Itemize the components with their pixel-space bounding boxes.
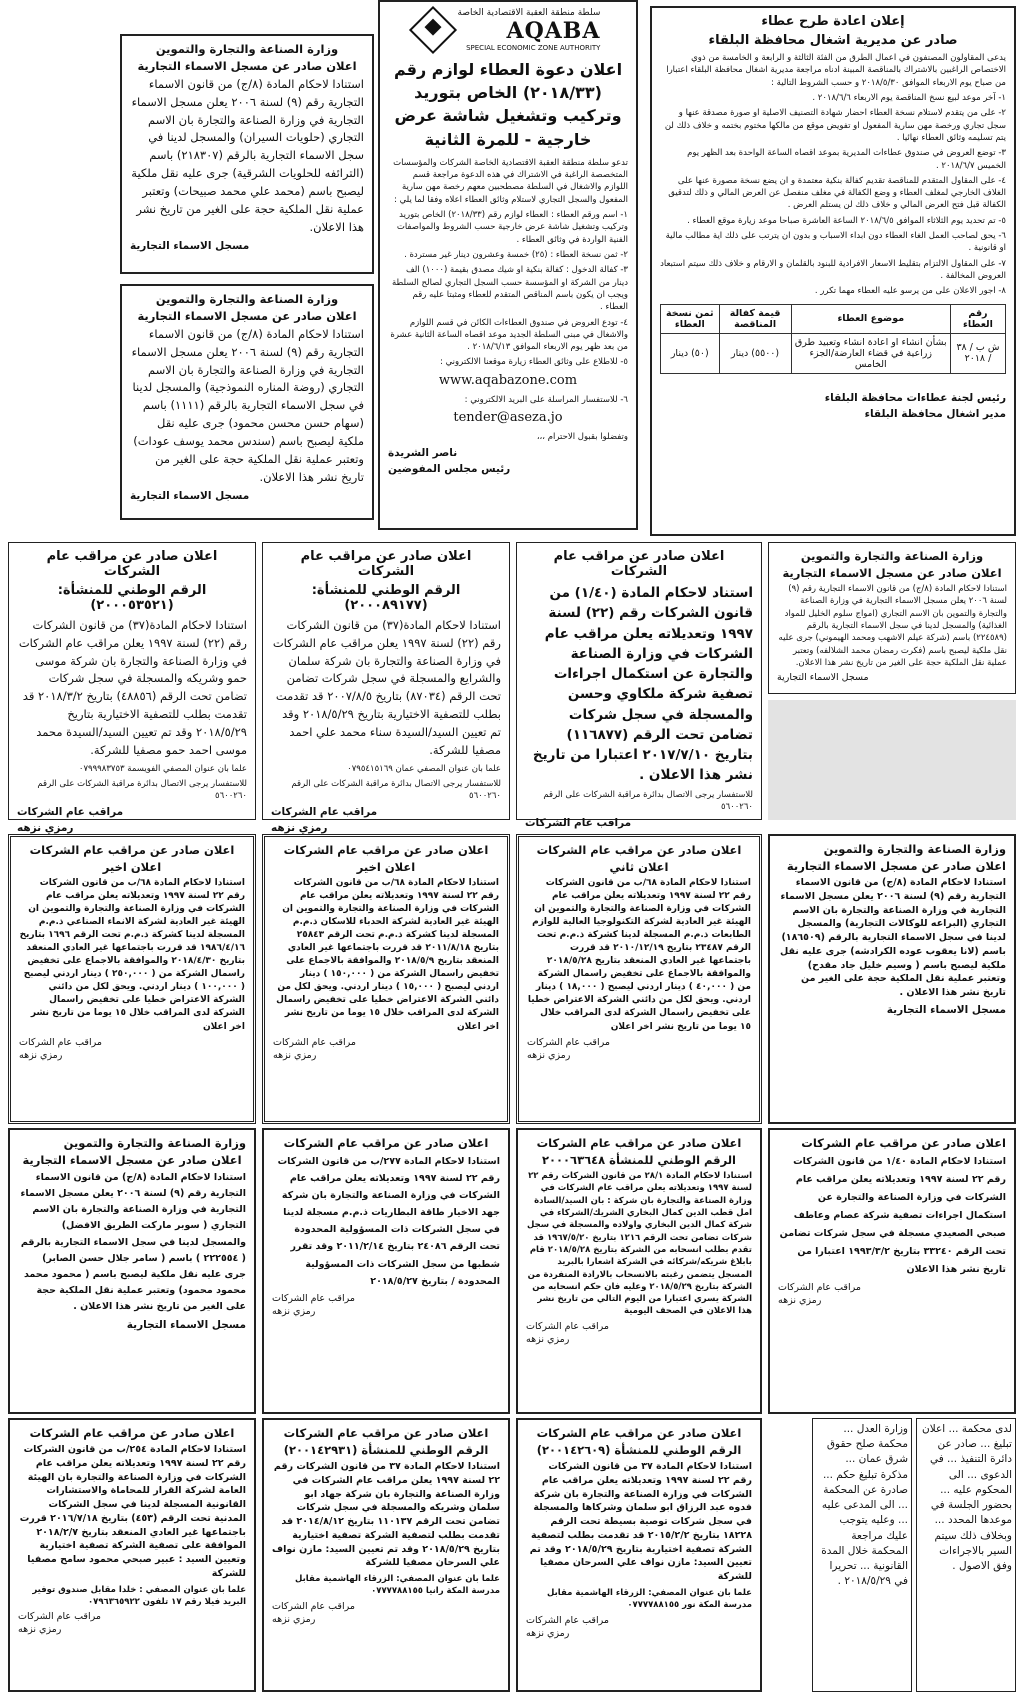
- ad-signature-name: رمزي نزهه: [778, 1295, 822, 1307]
- liquidator-address: علما بان عنوان المصفي: الزرقاء الهاشمية مقابل مدرسة المكة رانيا ٠٧٧٧٧٨٨١٥٥: [295, 1574, 500, 1597]
- ad-title: اعلان صادر عن مراقب عام الشركات: [29, 843, 235, 857]
- liquidator-address: علما بان عنوان المصفي عمان ٠٧٩٥٤١٥١٦٩: [347, 763, 501, 774]
- aqaba-logo: [388, 8, 628, 52]
- tender-title: إعلان اعادة طرح عطاء: [761, 14, 905, 29]
- ministry-name: وزارة الصناعة والتجارة والتموين: [63, 1136, 246, 1150]
- ad-signature-name: رمزي نزهه: [18, 1624, 62, 1636]
- aqaba-closing: وتفضلوا بقبول الاحترام ،،،: [536, 431, 628, 442]
- ad-body: استنادا لاحكام المادة ٢٨/١ من قانون الشركات رقم ٢٢ لسنة ١٩٩٧ وتعديلاته يعلن مراقب عام الشركات في وزارة الصناعة والتجارة بان شركة : بان السيد/السادة امل قطب الدين كمال البخاري الشريك/الشركاء في شركة كمال الدين البخاري واولاده والمسجلة في سجل شركات تضامن تحت الرقم ١٢١٦ بتاريخ ١٩٦٧/٥/٢٠ قد تقدم بطلب انسحابه من الشركة بتاريخ ٢٠١٨/٥/٢٨ قام بابلاغ شريكه/شركائه في الشركة اشعارا بالبريد المسجل يتضمن رغبته بالانسحاب بالارادة المنفردة من الشركة بتاريخ ٢٠١٨/٥/٢٩ وعليه فان حكم انسحابه من الشركة يسري اعتبارا من اليوم التالي من تاريخ نشر هذا الاعلان في الصحف اليومية: [526, 1171, 752, 1317]
- court-notice-ad: [916, 1418, 1016, 1692]
- tender-intro: يدعى المقاولون المصنفون في اعمال الطرق من الفئة الثالثة و الرابعة و الخامسة من ذوي الاختصاص الراغبين بالاشتراك بالمناقصة المبينة ادناه مراجعة مديرية اشغال محافظة البلقاء اعتبارا من صباح يوم الاربعاء الموافق ٢٠١٨/٥/٣٠ و حسب الشروط التالية :: [666, 53, 1006, 88]
- aqaba-logo-icon: [408, 6, 456, 54]
- ad-signature-name: رمزي نزهه: [272, 1613, 316, 1625]
- ad-title: اعلان صادر عن مراقب عام الشركات: [536, 1426, 742, 1440]
- tender-signature: مدير اشغال محافظة البلقاء: [864, 407, 1006, 420]
- aqaba-item: ٤- تودع العروض في صندوق العطاءات الكائن في قسم اللوازم والاشغال في مبنى السلطة الجديد موعد اقصاه الساعة الثانية عشرة من بعد ظهر يوم الاربعاء الموافق ٢٠١٨/٦/١٣ .: [390, 317, 628, 353]
- tender-item: ٥- تم تحديد يوم الثلاثاء الموافق ٢٠١٨/٦/٥ الساعة العاشرة صباحا موعد زيارة موقع العطاء .: [687, 215, 1006, 226]
- ad-title: اعلان صادر عن مراقب عام الشركات: [283, 1426, 489, 1440]
- ad-signature-name: رمزي نزهه: [19, 1049, 63, 1061]
- tender-signature: رئيس لجنة عطاءات محافظة البلقاء: [824, 391, 1006, 404]
- ad-signature: مراقب عام الشركات: [19, 1036, 102, 1048]
- ad-signature: مراقب عام الشركات: [18, 1611, 101, 1623]
- aqaba-signature-name: ناصر الشريدة: [388, 447, 458, 460]
- ad-body: استنادا لاحكام المادة (٨/ج) من قانون الاسماء التجارية رقم (٩) لسنة ٢٠٠٦ يعلن مسجل الاسماء التجارية في وزارة الصناعة والتجارة بان الاسم التجاري (روضة المناره النموذجية) والمسجل لدينا في سجل الاسماء التجارية بالرقم (١١١١) باسم (سهام حسن محسن محمود) جرى عليه نقل ملكية ليصبح باسم (سندس محمد يوسف عودات) وتعتبر عملية نقل الملكية حجة على الغير من تاريخ نشر هذا الاعلان.: [131, 327, 364, 484]
- ad-signature-name: رمزي نزهه: [272, 1305, 316, 1317]
- national-number: الرقم الوطني للمنشأة: (٢٠٠٠٨٩١٧٧): [311, 583, 461, 613]
- ad-body: استنادا لاحكام المادة ٢٧٧/ب من قانون الشركات رقم ٢٢ لسنة ١٩٩٧ وتعديلاته يعلن مراقب عام الشركات في وزارة الصناعة والتجارة بان شركة جهد الاخيار طاقة البطاريات ذ.م.م مسجلة لدينا في سجل الشركات ذات المسؤولية المحدودة تحت الرقم ٢٤٠٨٦ بتاريخ ٢٠١١/٢/١٤ وقد تقرر شطبها من سجل الشركات ذات المسؤولية المحدودة / بتاريخ ٢٠١٨/٥/٢٧: [277, 1156, 500, 1287]
- ad-body: استنادا لاحكام المادة ٦٨/ب من قانون الشركات رقم ٢٢ لسنة ١٩٩٧ وتعديلاته يعلن مراقب عام الشركات في وزارة الصناعة والتجارة والتموين ان الهيئة غير العادية لشركة التكنولوجيا العالية للوازم الطابعات ذ.م.م المسجلة لدينا كشركة ذ.م.م تحت الرقم ٢٣٤٨٧ بتاريخ ٢٠١٠/١٢/١٩ قد قررت باجتماعها غير العادي المنعقد بتاريخ ٢٠١٨/٥/٢٨ والموافقة بالاجماع على تخفيض راسمال الشركة من ( ٤٠,٠٠٠ ) دينار اردني ليصبح ( ١٨,٠٠٠ ) دينار اردني. ويحق لكل من دائني الشركة الاعتراض خطيا على تخفيض راسمال الشركة لدى المراقب خلال ١٥ يوما من تاريخ نشر اخر اعلان: [527, 878, 751, 1032]
- aqaba-item: ٢- ثمن نسخة العطاء : (٢٥) خمسة وعشرون دينار غير مستردة .: [404, 249, 628, 260]
- ad-signature-name: رمزي نزهه: [17, 822, 74, 835]
- trade-name-ad: [768, 542, 1016, 694]
- ad-contact: للاستفسار يرجى الاتصال بدائرة مراقبة الشركات على الرقم ٥٦٠٠٢٦٠: [37, 778, 247, 802]
- ad-signature: مسجل الاسماء التجارية: [130, 240, 250, 253]
- tender-item: ٨- اجور الاعلان على من يرسو عليه العطاء مهما تكرر .: [814, 286, 1006, 297]
- companies-liquidation-ad: [262, 542, 510, 835]
- aqaba-title: اعلان دعوة العطاء لوازم رقم (٢٠١٨/٣٣) الخاص بتوريد وتركيب وتشغيل شاشة عرض خارجية - للمرة الثانية: [393, 60, 623, 149]
- ad-body: استنادا لاحكام المادة ٦٨/ب من قانون الشركات رقم ٢٢ لسنة ١٩٩٧ وتعديلاته يعلن مراقب عام الشركات في وزارة الصناعة والتجارة والتموين ان الهيئة غير العادية لشركة الحدباء للاسكان ذ.م.م المسجلة لدينا كشركة ذ.م.م تحت الرقم ٢٥٨٤٣ بتاريخ ٢٠١١/٨/١٨ قد قررت باجتماعها غير العادي المنعقد بتاريخ ٢٠١٨/٥/٩ والموافقة بالاجماع على تخفيض راسمال الشركة من ( ١٥٠,٠٠٠ ) دينار اردني ليصبح ( ١٥,٠٠٠ ) دينار اردني. ويحق لكل من دائني الشركة الاعتراض خطيا على تخفيض راسمال الشركة لدى المراقب خلال ١٥ يوما من تاريخ نشر اخر اعلان: [276, 878, 499, 1032]
- ad-signature: مراقب عام الشركات: [17, 806, 124, 819]
- ad-subtitle: اعلان اخير: [102, 860, 162, 874]
- ad-signature: مسجل الاسماء التجارية: [886, 1003, 1006, 1016]
- aqaba-intro: تدعو سلطة منطقة العقبة الاقتصادية الخاصة الشركات والمؤسسات المتخصصة الراغبة في الاشتراك في هذه الدعوة مراجعة قسم اللوازم والاشغال في السلطة مصطحبين معهم رخصة مهن سارية المفعول والسجل التجاري لاستلام وثائق العطاء اعلاه وفقا لما يلي :: [393, 157, 628, 205]
- ad-title: اعلان صادر عن مراقب عام الشركات: [46, 549, 218, 579]
- companies-liquidation-ad: [516, 1418, 762, 1692]
- ad-signature: مسجل الاسماء التجارية: [777, 672, 869, 684]
- table-cell: ش ب / ٣٨ / ٢٠١٨: [950, 333, 1005, 373]
- court-notice-text: لدى محكمة ... اعلان تبليغ ... صادر عن دائرة التنفيذ ... في الدعوى ... الى المحكوم عليه ... بحضور الجلسة في موعدها المحدد ... وبخلاف ذلك سيتم السير بالاجراءات وفق الاصول .: [921, 1423, 1012, 1572]
- liquidator-address: علما بان عنوان المصفي: الزرقاء الهاشمية مقابل مدرسة المكة نور ٠٧٧٧٧٨٨١٥٥: [547, 1587, 752, 1611]
- ad-signature: مراقب عام الشركات: [527, 1036, 610, 1048]
- logo-arabic: سلطة منطقة العقبة الاقتصادية الخاصة: [457, 8, 601, 18]
- ad-title: اعلان صادر عن مسجل الاسماء التجارية: [22, 1153, 242, 1167]
- table-header: قيمة كفالة المناقصة: [719, 304, 791, 333]
- partner-withdrawal-ad: [516, 1128, 762, 1414]
- ad-title: اعلان صادر عن مراقب عام الشركات: [801, 1136, 1006, 1150]
- logo-subtext: SPECIAL ECONOMIC ZONE AUTHORITY: [466, 44, 601, 52]
- ad-body: استنادا لاحكام المادة(٣٧) من قانون الشركات رقم (٢٢) لسنة ١٩٩٧ يعلن مراقب عام الشركات في وزارة الصناعة والتجارة بان شركة سلمان والشرايع والمسجلة في سجل شركات تضامن تحت الرقم (٨٧٠٣٤) بتاريخ ٢٠٠٧/٨/٥ قد تقدمت بطلب للتصفية الاختيارية بتاريخ ٢٠١٨/٥/٢٩ وقد تم تعيين السيد/السيدة سناء محمد علي احمد مصفيا للشركة.: [272, 618, 501, 757]
- ad-signature-name: رمزي نزهه: [526, 1627, 570, 1639]
- tender-item: ٧- على المقاول الالتزام بتقليط الاسعار الافرادية للبنود بالقلمان و الارقام و خلاف ذلك سيتم استبعاد العروض المخالفة .: [660, 258, 1006, 281]
- ad-body: استنادا لاحكام المادة ١/٤٠ من قانون الشركات رقم ٢٢ لسنة ١٩٩٧ وتعديلاته يعلن مراقب عام الشركات في وزارة الصناعة والتجارة عن استكمال اجراءات تصفية شركة عصام وعاطف صبحي الصعيدي مسجلة في سجل شركات تضامن تحت الرقم ٣٣٢٤٠ بتاريخ ١٩٩٣/٣/٢ اعتبارا من تاريخ نشر هذا الاعلان: [779, 1156, 1006, 1276]
- ministry-name: وزارة الصناعة والتجارة والتموين: [800, 549, 984, 563]
- aqaba-email[interactable]: tender@aseza.jo: [453, 409, 563, 425]
- ad-title: اعلان صادر عن مراقب عام الشركات: [283, 1136, 489, 1150]
- ad-signature: مراقب عام الشركات: [271, 806, 378, 819]
- ministry-name: وزارة الصناعة والتجارة والتموين: [155, 42, 339, 56]
- logo-text: AQABA: [506, 18, 601, 44]
- aqaba-item: ٣- كفالة الدخول : كفالة بنكية او شيك مصدق بقيمة (١٠٠٠) الف دينار من الشركة او المؤسسة حسب السجل التجاري لصالح السلطة ويجب ان يكون باسم المناقص المتقدم للعطاء ومثبتا عليه رقم العطاء .: [391, 265, 628, 313]
- ministry-name: وزارة الصناعة والتجارة والتموين: [823, 842, 1006, 856]
- ad-signature-name: رمزي نزهه: [526, 1333, 570, 1345]
- table-header: ثمن نسخة العطاء: [661, 304, 720, 333]
- trade-name-ad: [120, 284, 374, 520]
- ad-title: اعلان صادر عن مراقب عام الشركات: [283, 843, 489, 857]
- companies-liquidation-ad: [262, 1418, 510, 1692]
- capital-reduction-ad: [262, 834, 510, 1124]
- table-cell: (٥٥٠٠) دينار: [719, 333, 791, 373]
- tender-table: [660, 304, 1006, 374]
- ministry-name: وزارة الصناعة والتجارة والتموين: [155, 292, 339, 306]
- aqaba-item: ٦- للاستفسار المراسلة على البريد الالكتروني :: [464, 394, 628, 405]
- companies-liquidation-ad: [8, 1418, 256, 1692]
- ad-body: استنادا لاحكام المادة ٢٥٤/ب من قانون الشركات رقم ٢٢ لسنة ١٩٩٧ وتعديلاته يعلن مراقب عام الشركات في وزارة الصناعة والتجارة بان الهيئة العامة لشركة القرار للمحاماة والاستشارات القانونية المسجلة لدينا في سجل الشركات المدنية تحت الرقم (٤٥٣) بتاريخ ٢٠١٦/٧/١٨ قررت باجتماعها غير العادي المنعقد بتاريخ ٢٠١٨/٢/٧ الموافقة على تصفية الشركة تصفية اختيارية وتعيين السيد : عبير صبحي محمود سامح مصفيا للشركة: [19, 1444, 246, 1579]
- grey-filler: [768, 700, 1016, 820]
- ad-title: اعلان صادر عن مراقب عام الشركات: [553, 549, 725, 579]
- trade-name-ad: [8, 1128, 256, 1414]
- aqaba-website[interactable]: www.aqabazone.com: [438, 372, 578, 388]
- company-deregistration-ad: [262, 1128, 510, 1414]
- ad-subtitle: اعلان اخير: [356, 860, 416, 874]
- ad-body: استنادا لاحكام المادة (٨/ج) من قانون الاسماء التجارية رقم (٩) لسنة ٢٠٠٦ يعلن مسجل الاسماء التجارية في وزارة الصناعة والتجارة بان الاسم التجاري ( سوبر ماركت الطريق الافضل) والمسجل لدينا في سجل الاسماء التجارية بالرقم ( ٢٢٢٥٥٤ ) باسم ( سامر جلال حسن الصابر) جرى عليه نقل ملكية ليصبح باسم ( محمود محمد محمود محمود) وتعتبر عملية نقل الملكية حجة على الغير من تاريخ نشر هذا الاعلان .: [20, 1172, 246, 1313]
- tender-item: ٣- توضع العروض في صندوق عطاءات المديرية بموعد اقصاه الساعة الواحدة بعد الظهر يوم الخميس ٢٠١٨/٦/٧ .: [687, 148, 1006, 171]
- ad-signature: مسجل الاسماء التجارية: [126, 1319, 246, 1332]
- ad-signature: مسجل الاسماء التجارية: [130, 490, 250, 503]
- national-number: الرقم الوطني للمنشأة (٢٠٠١٤٢٦٠٩): [536, 1443, 742, 1457]
- ad-body: استنادا لاحكام المادة (٨/ج) من قانون الاسماء التجارية رقم (٩) لسنة ٢٠٠٦ يعلن مسجل الاسماء التجارية في وزارة الصناعة والتجارة والتموين بان الاسم التجاري (امواج سلوم الخليل للمواد الغذائية) والمسجل لدينا في سجل الاسماء التجارية بالرقم (٢٢٤٥٨٩) باسم (شركة عيلم الاشهب ومحمد الهيموني) جرى عليه نقل ملكية ليصبح باسم (فكرت رمضان محمد الشلالفه) وتعتبر عملية نقل الملكية حجة على الغير من تاريخ نشر هذا الاعلان.: [778, 584, 1007, 668]
- tender-balqa-ad: [650, 6, 1016, 536]
- national-number: الرقم الوطني للمنشأة: (٢٠٠٠٥٣٥٢١): [57, 583, 207, 613]
- ad-signature-name: رمزي نزهه: [527, 1049, 571, 1061]
- tender-item: ١- آخر موعد لبيع نسخ المناقصة يوم الاربعاء ٢٠١٨/٦/٦ .: [812, 92, 1006, 103]
- ad-title: اعلان صادر عن مسجل الاسماء التجارية: [786, 859, 1006, 873]
- ad-title: اعلان صادر عن مراقب عام الشركات: [29, 1426, 235, 1440]
- tender-item: ٤- على المقاول المتقدم للمناقصة تقديم كفالة بنكية معتمدة و ان يضع نسخة مصورة عنها على الغلاف الخارجي لمغلف العطاء و وضع الكفالة في مغلف منفصل عن العرض المالي و ذلك لتدقيق الكفالة قبل فتح العرض المالي و خلاف ذلك لن يستلم العرض .: [668, 175, 1006, 211]
- ad-signature: مراقب عام الشركات: [526, 1614, 609, 1626]
- national-number: الرقم الوطني للمنشأة (٢٠٠١٤٢٩٣١): [283, 1443, 489, 1457]
- aqaba-tender-ad: [378, 0, 638, 530]
- capital-reduction-ad: [516, 834, 762, 1124]
- table-header: موضوع العطاء: [791, 304, 950, 333]
- ad-signature: مراقب عام الشركات: [273, 1036, 356, 1048]
- ad-body: استنادا لاحكام المادة (٨/ج) من قانون الاسماء التجارية رقم (٩) لسنة ٢٠٠٦ يعلن مسجل الاسماء التجارية في وزارة الصناعة والتجارة بان الاسم التجاري (حلويات السيران) والمسجل لدينا في سجل الاسماء التجارية بالرقم (٢١٨٣٠٧) باسم (الترائفه للحلويات الشرقية) جرى عليه نقل ملكية ليصبح باسم (محمد علي محمد صبيحات) وتعتبر عملية نقل الملكية حجة على الغير من تاريخ نشر هذا الاعلان.: [131, 77, 364, 234]
- ad-signature: مراقب عام الشركات: [272, 1292, 355, 1304]
- ad-title: اعلان صادر عن مسجل الاسماء التجارية: [782, 566, 1002, 580]
- ad-body: استنادا لاحكام المادة(٣٧) من قانون الشركات رقم (٢٢) لسنة ١٩٩٧ يعلن مراقب عام الشركات في وزارة الصناعة والتجارة بان شركة موسى حمو وشريكه والمسجلة في سجل شركات تضامن تحت الرقم (٤٨٨٥٦) بتاريخ ٢٠١٨/٣/٢ قد تقدمت بطلب للتصفية الاختيارية بتاريخ ٢٠١٨/٥/٢٩ وقد تم تعيين السيد/السيدة محمد موسى احمد حمو مصفيا للشركة.: [18, 618, 247, 757]
- companies-liquidation-ad: [8, 542, 256, 835]
- ad-signature: مراقب عام الشركات: [526, 1320, 609, 1332]
- ad-title: اعلان صادر عن مراقب عام الشركات: [536, 1136, 742, 1150]
- ad-body: استنادا لاحكام المادة ٣٧ من قانون الشركات رقم ٢٢ لسنة ١٩٩٧ وتعديلاته يعلن مراقب عام الشركات في وزارة الصناعة والتجارة بان شركة فدوه عبد الرزاق ابو سلمان وشركاها والمسجلة في سجل شركات توصية بسيطة تحت الرقم ١٨٢٢٨ بتاريخ ٢٠١٥/٢/٢ قد تقدمت بطلب لتصفية الشركة تصفية اختيارية بتاريخ ٢٠١٨/٥/٢٩ وقد تم تعيين السيد: مازن نواف علي السرحان مصفيا للشركة: [529, 1461, 752, 1583]
- ad-body: استناد لاحكام المادة (١/٤٠) من قانون الشركات رقم (٢٢) لسنة ١٩٩٧ وتعديلاته يعلن مراقب عام الشركات في وزارة الصناعة والتجارة عن استكمال اجراءات تصفية شركة ملكاوي وحسن والمسجلة في سجل شركات تضامن تحت الرقم (١١٦٨٧٧) بتاريخ ٢٠١٧/٧/١٠ اعتبارا من تاريخ نشر هذا الاعلان .: [532, 585, 753, 784]
- ad-signature-name: رمزي نزهه: [271, 822, 328, 835]
- ad-signature: مراقب عام الشركات: [272, 1600, 355, 1612]
- ad-body: استنادا لاحكام المادة ٦٨/ب من قانون الشركات رقم ٢٢ لسنة ١٩٩٧ وتعديلاته يعلن مراقب عام الشركات في وزارة الصناعة والتجارة والتموين ان الهيئة غير العادية لشركة الانماء الصناعي ذ.م.م المسجلة لدينا كشركة ذ.م.م تحت الرقم ١٦٩٦ بتاريخ ١٩٨٦/٤/١٦ قد قررت باجتماعها غير العادي المنعقد بتاريخ ٢٠١٨/٤/٣٠ والموافقة بالاجماع على تخفيض راسمال الشركة من ( ٢٥٠,٠٠٠ ) دينار اردني ليصبح ( ١٠٠,٠٠٠ ) دينار اردني. ويحق لكل من دائني الشركة الاعتراض خطيا على تخفيض راسمال الشركة لدى المراقب خلال ١٥ يوما من تاريخ نشر اخر اعلان: [19, 878, 245, 1032]
- liquidator-address: علما بان عنوان المصفي الفويسمة ٠٧٩٩٩٨٣٧٥٣: [78, 763, 247, 774]
- aqaba-item: ١- اسم ورقم العطاء : العطاء لوازم رقم (٢٠١٨/٣٣) الخاص بتوريد وتركيب وتشغيل شاشة عرض خارجية حسب الشروط والمواصفات الفنية الواردة في وثائق العطاء .: [396, 210, 628, 245]
- national-number: الرقم الوطني للمنشأة ٢٠٠٠٦٣٦٤٨: [541, 1153, 736, 1167]
- liquidator-address: علما بان عنوان المصفي : خلدا مقابل صندوق توفير البريد فيلا رقم ١٧ تلفون ٠٧٩٦٣٦٥٩٢٢: [32, 1584, 246, 1607]
- companies-liquidation-ad: [516, 542, 762, 830]
- capital-reduction-ad: [8, 834, 256, 1124]
- ad-title: اعلان صادر عن مسجل الاسماء التجارية: [137, 309, 357, 323]
- table-cell: بشأن انشاء او اعادة انشاء وتعبيد طرق زراعية في قضاء العارضة/الجزء الخامس: [791, 333, 950, 373]
- ad-subtitle: اعلان ثاني: [609, 860, 669, 874]
- tender-item: ٦- يحق لصاحب العمل الغاء العطاء دون ابداء الاسباب و بدون ان يترتب على ذلك اية مطالب مالية او قانونية .: [665, 231, 1006, 254]
- tender-subtitle: صادر عن مديرية اشغال محافظة البلقاء: [708, 33, 958, 48]
- table-cell: (٥٠) دينار: [661, 333, 720, 373]
- ad-body: استنادا لاحكام المادة ٣٧ من قانون الشركات رقم ٢٢ لسنة ١٩٩٧ يعلن مراقب عام الشركات في وزارة الصناعة والتجارة بان شركة جهاد ابو سلمان وشريكه والمسجلة في سجل شركات تضامن تحت الرقم ١١٠١٣٧ بتاريخ ٢٠١٤/٨/١٢ قد تقدمت بطلب لتصفية الشركة تصفية اختيارية بتاريخ ٢٠١٨/٥/٢٩ وقد تم تعيين السيد: مازن نواف علي السرحان مصفيا للشركة: [272, 1461, 500, 1569]
- trade-name-ad: [768, 834, 1016, 1124]
- ad-signature-name: رمزي نزهه: [273, 1049, 317, 1061]
- companies-liquidation-ad: [768, 1128, 1016, 1414]
- ad-signature: مراقب عام الشركات: [525, 817, 632, 830]
- ad-body: استنادا لاحكام المادة (٨/ج) من قانون الاسماء التجارية رقم (٩) لسنة ٢٠٠٦ يعلن مسجل الاسماء التجارية في وزارة الصناعة والتجارة بان الاسم التجاري (البراعه للوكالات التجارية) والمسجل لدينا في سجل الاسماء التجارية بالرقم (١٨٦٥٠٩) باسم (لانا يعقوب عوده الكرادشه) جرى عليه نقل ملكية ليصبح باسم ( وسيم خليل جاد مقدح) وتعتبر عملية نقل الملكية حجة على الغير من تاريخ نشر هذا الاعلان .: [779, 877, 1006, 999]
- trade-name-ad: [120, 34, 374, 274]
- ad-title: اعلان صادر عن مراقب عام الشركات: [300, 549, 472, 579]
- court-notice-ad: [812, 1418, 912, 1692]
- court-notice-text: وزارة العدل ... محكمة صلح حقوق شرق عمان ... مذكرة تبليغ حكم ... صادرة عن المحكمة ... الى المدعى عليه ... وعليه يتوجب عليك مراجعة المحكمة خلال المدة القانونية ... تحريرا في ٢٠١٨/٥/٢٩ .: [821, 1423, 908, 1588]
- aqaba-item: ٥- للاطلاع على وثائق العطاء زيارة موقعنا الالكتروني :: [440, 357, 628, 368]
- ad-signature: مراقب عام الشركات: [778, 1282, 861, 1294]
- aqaba-signature-title: رئيس مجلس المفوضين: [388, 463, 511, 476]
- tender-item: ٢- على من يتقدم لاستلام نسخة العطاء احضار شهادة التصنيف الاصلية او صورة مصدقة عنها و سجل تجاري ورخصة مهن سارية المفعول او تفويض موقع من مالكها مختوم بختمه و خلاف ذلك لن يتم تسليمه وثائق العطاء نهائيا .: [664, 108, 1006, 143]
- table-header: رقم العطاء: [950, 304, 1005, 333]
- ad-title: اعلان صادر عن مسجل الاسماء التجارية: [137, 59, 357, 73]
- ad-title: اعلان صادر عن مراقب عام الشركات: [536, 843, 742, 857]
- ad-contact: للاستفسار يرجى الاتصال بدائرة مراقبة الشركات على الرقم ٥٦٠٠٢٦٠: [543, 789, 753, 812]
- ad-contact: للاستفسار يرجى الاتصال بدائرة مراقبة الشركات على الرقم ٥٦٠٠٢٦٠: [291, 778, 501, 802]
